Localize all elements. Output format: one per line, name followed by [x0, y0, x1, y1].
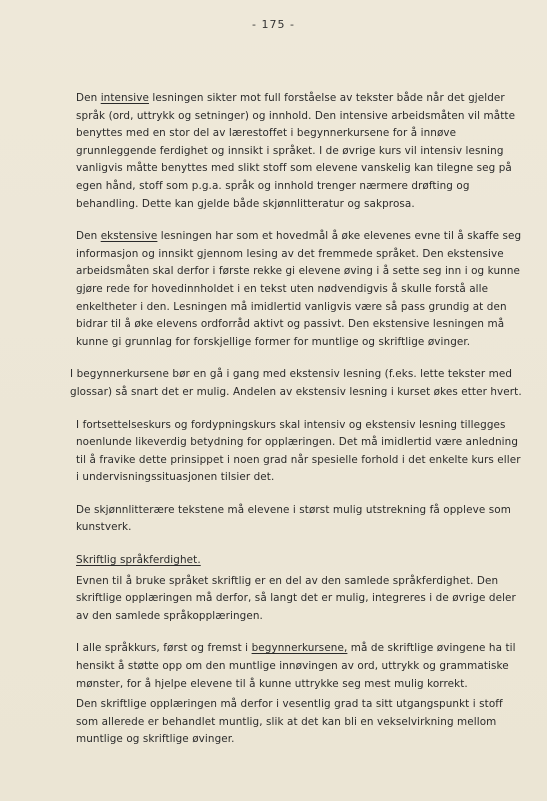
term-beginner-courses: begynnerkursene,: [251, 642, 348, 655]
paragraph-beginner-courses: I begynnerkursene bør en gå i gang med ekstensiv lesning (f.eks. lette tekster med glossar) så snart det er mulig. Andelen av ekstensiv lesning i kurset økes etter hvert.: [70, 368, 522, 398]
paragraph-extensive-pre: Den: [76, 230, 101, 243]
section-heading: [76, 552, 522, 570]
paragraph-intensive: [76, 90, 522, 213]
paragraph-continuation-courses: I fortsettelseskurs og fordypningskurs skal intensiv og ekstensiv lesning tillegges noenlunde likeverdig betydning for opplæringen. Det må imidlertid være anledning til å fravike dette prinsippet i noen grad når spesielle forhold i det enkelte kurs eller i undervisningssituasjonen tilsier det.: [76, 418, 521, 484]
paragraph-intensive-pre: Den: [76, 92, 101, 104]
paragraph-written-skill: Evnen til å bruke språket skriftlig er en del av den samlede språkferdighet. Den skriftlige opplæringen må derfor, så langt det er mulig, integreres i de øvrige deler av den samlede språkopplæringen.: [76, 574, 516, 622]
paragraph-all-courses: [76, 640, 522, 693]
document-body: [70, 90, 522, 764]
paragraph-literary-texts: De skjønnlitterære tekstene må elevene i størst mulig utstrekning få oppleve som kunstverk.: [76, 503, 511, 534]
paragraph-all-courses-pre: I alle språkkurs, først og fremst i: [76, 642, 252, 655]
term-intensive: intensive: [100, 92, 149, 104]
paragraph-extensive-text: lesningen har som et hovedmål å øke elevenes evne til å skaffe seg informasjon og innsikt gjennom lesing av det fremmede språket. Den ekstensive arbeidsmåten skal derfor i første rekke gi elevene øving i å sette seg inn i og kunne gjøre rede for hovedinnholdet i en tekst uten nødvendigvis å skulle forstå alle enkeltheter i den. Lesningen må imidlertid vanligvis være så pass grundig at den bidrar til å øke elevens ordforråd aktivt og passivt. Den ekstensive lesningen må kunne gi grunnlag for forskjellige former for muntlige og skriftlige øvinger.: [76, 230, 522, 348]
paragraph-written-training: Den skriftlige opplæringen må derfor i vesentlig grad ta sitt utgangspunkt i stoff som allerede er behandlet muntlig, slik at det kan bli en vekselvirkning mellom muntlige og skriftlige øvinger.: [76, 698, 503, 746]
paragraph-extensive: [76, 228, 522, 351]
section-heading-text: Skriftlig språkferdighet.: [76, 554, 201, 567]
term-extensive: ekstensive: [100, 230, 158, 243]
page-number: - 175 -: [252, 18, 295, 31]
paragraph-intensive-text: lesningen sikter mot full forståelse av tekster både når det gjelder språk (ord, uttrykk og setninger) og innhold. Den intensive arbeidsmåten vil måtte benyttes med en stor del av lærestoffet i begynnerkursene for å innøve grunnleggende ferdighet og innsikt i språket. I de øvrige kurs vil intensiv lesning vanligvis måtte benyttes med slikt stoff som elevene vanskelig kan tilegne seg på egen hånd, stoff som p.g.a. språk og innhold trenger nærmere drøfting og behandling. Dette kan gjelde både skjønnlitteratur og sakprosa.: [76, 92, 516, 210]
paragraph-all-courses-text: må de skriftlige øvingene ha til hensikt å støtte opp om den muntlige innøvingen av ord, uttrykk og grammatiske mønster, for å hjelpe elevene til å kunne uttrykke seg mest mulig korrekt.: [76, 642, 516, 690]
